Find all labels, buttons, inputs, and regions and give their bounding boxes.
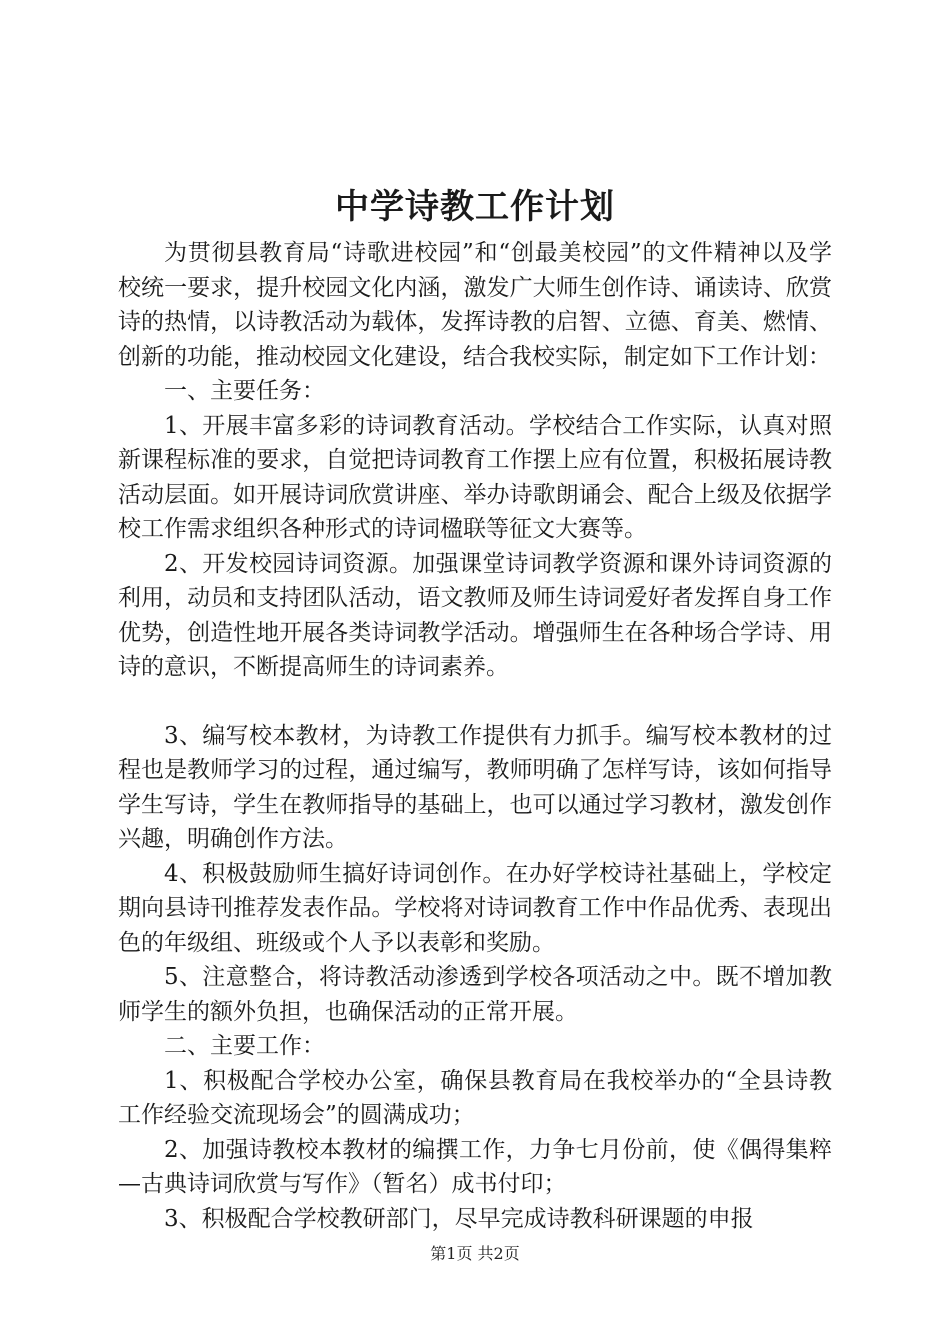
- paragraph-work-3: 3、积极配合学校教研部门，尽早完成诗教科研课题的申报: [164, 1205, 754, 1232]
- section-heading-main-tasks: 一、主要任务：: [164, 378, 325, 404]
- paragraph-task-4: 4、积极鼓励师生搞好诗词创作。在办好学校诗社基础上，学校定期向县诗刊推荐发表作品。学校将对诗词教育工作中作品优秀、表现出色的年级组、班级或个人予以表彰和奖励。: [118, 860, 832, 956]
- paragraph-task-5: 5、注意整合，将诗教活动渗透到学校各项活动之中。既不增加教师学生的额外负担，也确保活动的正常开展。: [118, 964, 832, 1025]
- paragraph-task-2: 2、开发校园诗词资源。加强课堂诗词教学资源和课外诗词资源的利用，动员和支持团队活动，语文教师及师生诗词爱好者发挥自身工作优势，创造性地开展各类诗词教学活动。增强师生在各种场合学诗、用诗的意识，不断提高师生的诗词素养。: [118, 550, 832, 680]
- paragraph-task-3: 3、编写校本教材，为诗教工作提供有力抓手。编写校本教材的过程也是教师学习的过程，通过编写，教师明确了怎样写诗，该如何指导学生写诗，学生在教师指导的基础上，也可以通过学习教材，激发创作兴趣，明确创作方法。: [118, 722, 832, 852]
- blank-line: [118, 685, 832, 719]
- document-title: 中学诗教工作计划: [335, 187, 615, 227]
- paragraph-task-1: 1、开展丰富多彩的诗词教育活动。学校结合工作实际，认真对照新课程标准的要求，自觉把诗词教育工作摆上应有位置，积极拓展诗教活动层面。如开展诗词欣赏讲座、举办诗歌朗诵会、配合上级及依据学校工作需求组织各种形式的诗词楹联等征文大赛等。: [118, 412, 832, 542]
- paragraph-work-2: 2、加强诗教校本教材的编撰工作，力争七月份前，使《偶得集粹—古典诗词欣赏与写作》（暂名）成书付印；: [118, 1136, 832, 1197]
- paragraph-work-1: 1、积极配合学校办公室，确保县教育局在我校举办的“全县诗教工作经验交流现场会”的圆满成功；: [118, 1067, 832, 1128]
- paragraph-intro: 为贯彻县教育局“诗歌进校园”和“创最美校园”的文件精神以及学校统一要求，提升校园文化内涵，激发广大师生创作诗、诵读诗、欣赏诗的热情，以诗教活动为载体，发挥诗教的启智、立德、育美、燃情、创新的功能，推动校园文化建设，结合我校实际，制定如下工作计划：: [118, 240, 832, 370]
- section-heading-main-work: 二、主要工作：: [164, 1033, 325, 1059]
- page-footer: 第1页 共2页: [430, 1244, 520, 1263]
- document-body: [118, 236, 832, 1236]
